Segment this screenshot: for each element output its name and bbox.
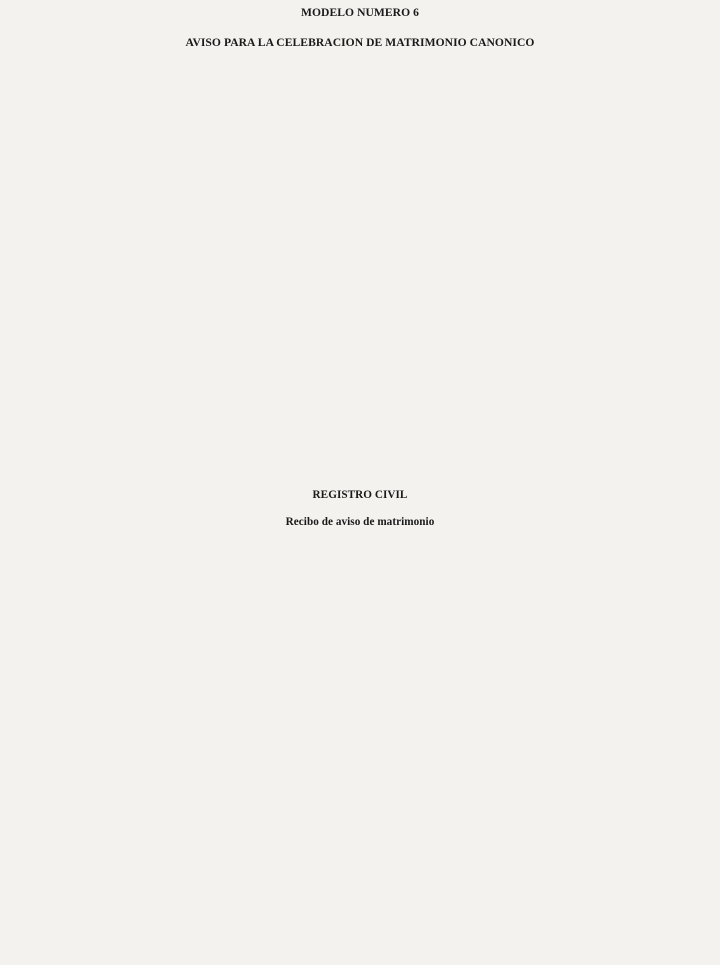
- registro-heading: REGISTRO CIVIL: [312, 489, 408, 501]
- registro-subheading: Recibo de aviso de matrimonio: [285, 516, 435, 528]
- model-title: MODELO NUMERO 6: [301, 6, 419, 19]
- document-title: AVISO PARA LA CELEBRACION DE MATRIMONIO CANONICO: [185, 36, 535, 49]
